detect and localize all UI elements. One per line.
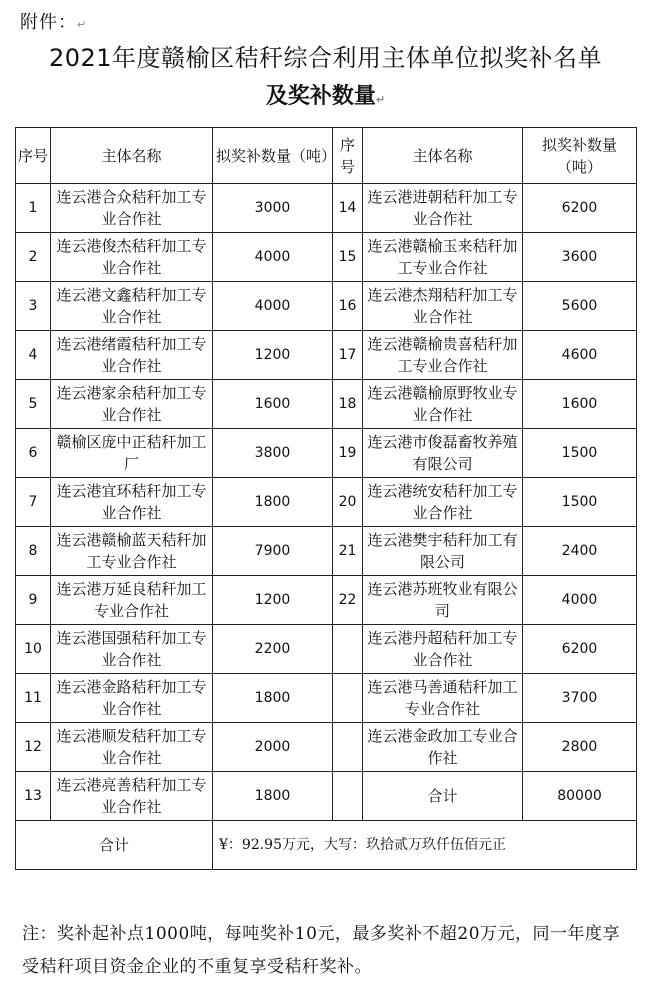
footnote: 注：奖补起补点1000吨，每吨奖补10元，最多奖补不超20万元，同一年度享受秸秆项目资金企业的不重复享受秸秆奖补。: [22, 924, 621, 977]
row-left-amount: 7900: [213, 527, 333, 576]
row-left-no: 8: [16, 527, 51, 576]
row-left-name: 连云港文鑫秸秆加工专业合作社: [51, 282, 213, 331]
row-right-amount: 5600: [523, 282, 637, 331]
table-total-row: [16, 821, 637, 870]
row-right-name: 合计: [363, 772, 523, 821]
row-left-no: 10: [16, 625, 51, 674]
row-right-no: 16: [333, 282, 363, 331]
row-left-no: 4: [16, 331, 51, 380]
row-left-name: 连云港金路秸秆加工专业合作社: [51, 674, 213, 723]
header-name-left: 主体名称: [51, 128, 213, 184]
row-left-name: 连云港顺发秸秆加工专业合作社: [51, 723, 213, 772]
row-right-no: 15: [333, 233, 363, 282]
table-row: [16, 478, 637, 527]
row-right-no: [333, 772, 363, 821]
table-row: [16, 772, 637, 821]
row-left-no: 13: [16, 772, 51, 821]
document-title: 2021年度赣榆区秸秆综合利用主体单位拟奖补名单: [48, 44, 603, 72]
row-left-no: 3: [16, 282, 51, 331]
row-right-no: 22: [333, 576, 363, 625]
row-left-amount: 4000: [213, 282, 333, 331]
award-table: [15, 127, 637, 870]
row-right-amount: 3700: [523, 674, 637, 723]
row-right-amount: 3600: [523, 233, 637, 282]
row-left-no: 12: [16, 723, 51, 772]
row-left-name: 连云港国强秸秆加工专业合作社: [51, 625, 213, 674]
table-row: [16, 184, 637, 233]
row-left-amount: 1800: [213, 478, 333, 527]
row-right-amount: 2800: [523, 723, 637, 772]
paragraph-mark: ↵: [77, 18, 88, 31]
row-left-amount: 1800: [213, 674, 333, 723]
document-subtitle: 及奖补数量↵: [265, 84, 386, 109]
row-left-name: 连云港宜环秸秆加工专业合作社: [51, 478, 213, 527]
row-left-amount: 2200: [213, 625, 333, 674]
table-row: [16, 723, 637, 772]
row-right-amount: 1500: [523, 478, 637, 527]
header-amount-left: 拟奖补数量（吨）: [213, 128, 333, 184]
row-right-amount: 1600: [523, 380, 637, 429]
row-right-name: 连云港赣榆贵喜秸秆加工专业合作社: [363, 331, 523, 380]
row-left-name: 连云港万延良秸秆加工专业合作社: [51, 576, 213, 625]
row-right-amount: 80000: [523, 772, 637, 821]
table-row: [16, 674, 637, 723]
attachment-label: 附件：↵: [20, 12, 88, 33]
row-left-no: 1: [16, 184, 51, 233]
row-right-no: [333, 625, 363, 674]
row-left-amount: 4000: [213, 233, 333, 282]
row-right-name: 连云港金政加工专业合作社: [363, 723, 523, 772]
row-left-amount: 3000: [213, 184, 333, 233]
row-left-name: 连云港家余秸秆加工专业合作社: [51, 380, 213, 429]
row-right-amount: 4000: [523, 576, 637, 625]
row-left-no: 5: [16, 380, 51, 429]
row-right-no: 19: [333, 429, 363, 478]
row-right-no: [333, 723, 363, 772]
row-right-no: 21: [333, 527, 363, 576]
row-left-amount: 1600: [213, 380, 333, 429]
row-right-no: 20: [333, 478, 363, 527]
total-value: ¥：92.95万元，大写：玖拾贰万玖仟伍佰元正: [213, 821, 637, 870]
row-right-name: 连云港马善通秸秆加工专业合作社: [363, 674, 523, 723]
table-header-row: [16, 128, 637, 184]
row-left-amount: 3800: [213, 429, 333, 478]
row-left-amount: 1200: [213, 331, 333, 380]
table-row: [16, 527, 637, 576]
row-right-name: 连云港赣榆原野牧业专业合作社: [363, 380, 523, 429]
table-row: [16, 429, 637, 478]
row-left-name: 连云港绪霞秸秆加工专业合作社: [51, 331, 213, 380]
row-left-amount: 1200: [213, 576, 333, 625]
header-seq-right: 序号: [333, 128, 363, 184]
row-right-name: 连云港丹超秸秆加工专业合作社: [363, 625, 523, 674]
row-right-name: 连云港杰翔秸秆加工专业合作社: [363, 282, 523, 331]
row-left-name: 连云港俊杰秸秆加工专业合作社: [51, 233, 213, 282]
header-amount-right: 拟奖补数量（吨）: [523, 128, 637, 184]
row-left-amount: 1800: [213, 772, 333, 821]
row-right-name: 连云港市俊磊畜牧养殖有限公司: [363, 429, 523, 478]
row-left-amount: 2000: [213, 723, 333, 772]
header-seq-left: 序号: [16, 128, 51, 184]
table-row: [16, 282, 637, 331]
row-right-name: 连云港樊宇秸秆加工有限公司: [363, 527, 523, 576]
row-left-no: 11: [16, 674, 51, 723]
row-left-name: 连云港合众秸秆加工专业合作社: [51, 184, 213, 233]
row-right-name: 连云港统安秸秆加工专业合作社: [363, 478, 523, 527]
table-row: [16, 625, 637, 674]
row-right-amount: 2400: [523, 527, 637, 576]
table-row: [16, 380, 637, 429]
row-left-no: 2: [16, 233, 51, 282]
row-right-no: [333, 674, 363, 723]
row-right-amount: 6200: [523, 625, 637, 674]
row-right-name: 连云港赣榆玉来秸秆加工专业合作社: [363, 233, 523, 282]
row-left-name: 赣榆区庞中正秸秆加工厂: [51, 429, 213, 478]
row-left-no: 9: [16, 576, 51, 625]
header-name-right: 主体名称: [363, 128, 523, 184]
row-right-no: 14: [333, 184, 363, 233]
row-right-no: 17: [333, 331, 363, 380]
table-row: [16, 331, 637, 380]
total-label: 合计: [16, 821, 213, 870]
row-right-name: 连云港进朝秸秆加工专业合作社: [363, 184, 523, 233]
row-right-amount: 6200: [523, 184, 637, 233]
row-left-name: 连云港亮善秸秆加工专业合作社: [51, 772, 213, 821]
row-left-no: 7: [16, 478, 51, 527]
row-right-no: 18: [333, 380, 363, 429]
table-row: [16, 233, 637, 282]
table-row: [16, 576, 637, 625]
row-right-amount: 4600: [523, 331, 637, 380]
row-right-name: 连云港苏班牧业有限公司: [363, 576, 523, 625]
paragraph-mark: ↵: [375, 93, 386, 106]
row-left-name: 连云港赣榆蓝天秸秆加工专业合作社: [51, 527, 213, 576]
row-left-no: 6: [16, 429, 51, 478]
row-right-amount: 1500: [523, 429, 637, 478]
